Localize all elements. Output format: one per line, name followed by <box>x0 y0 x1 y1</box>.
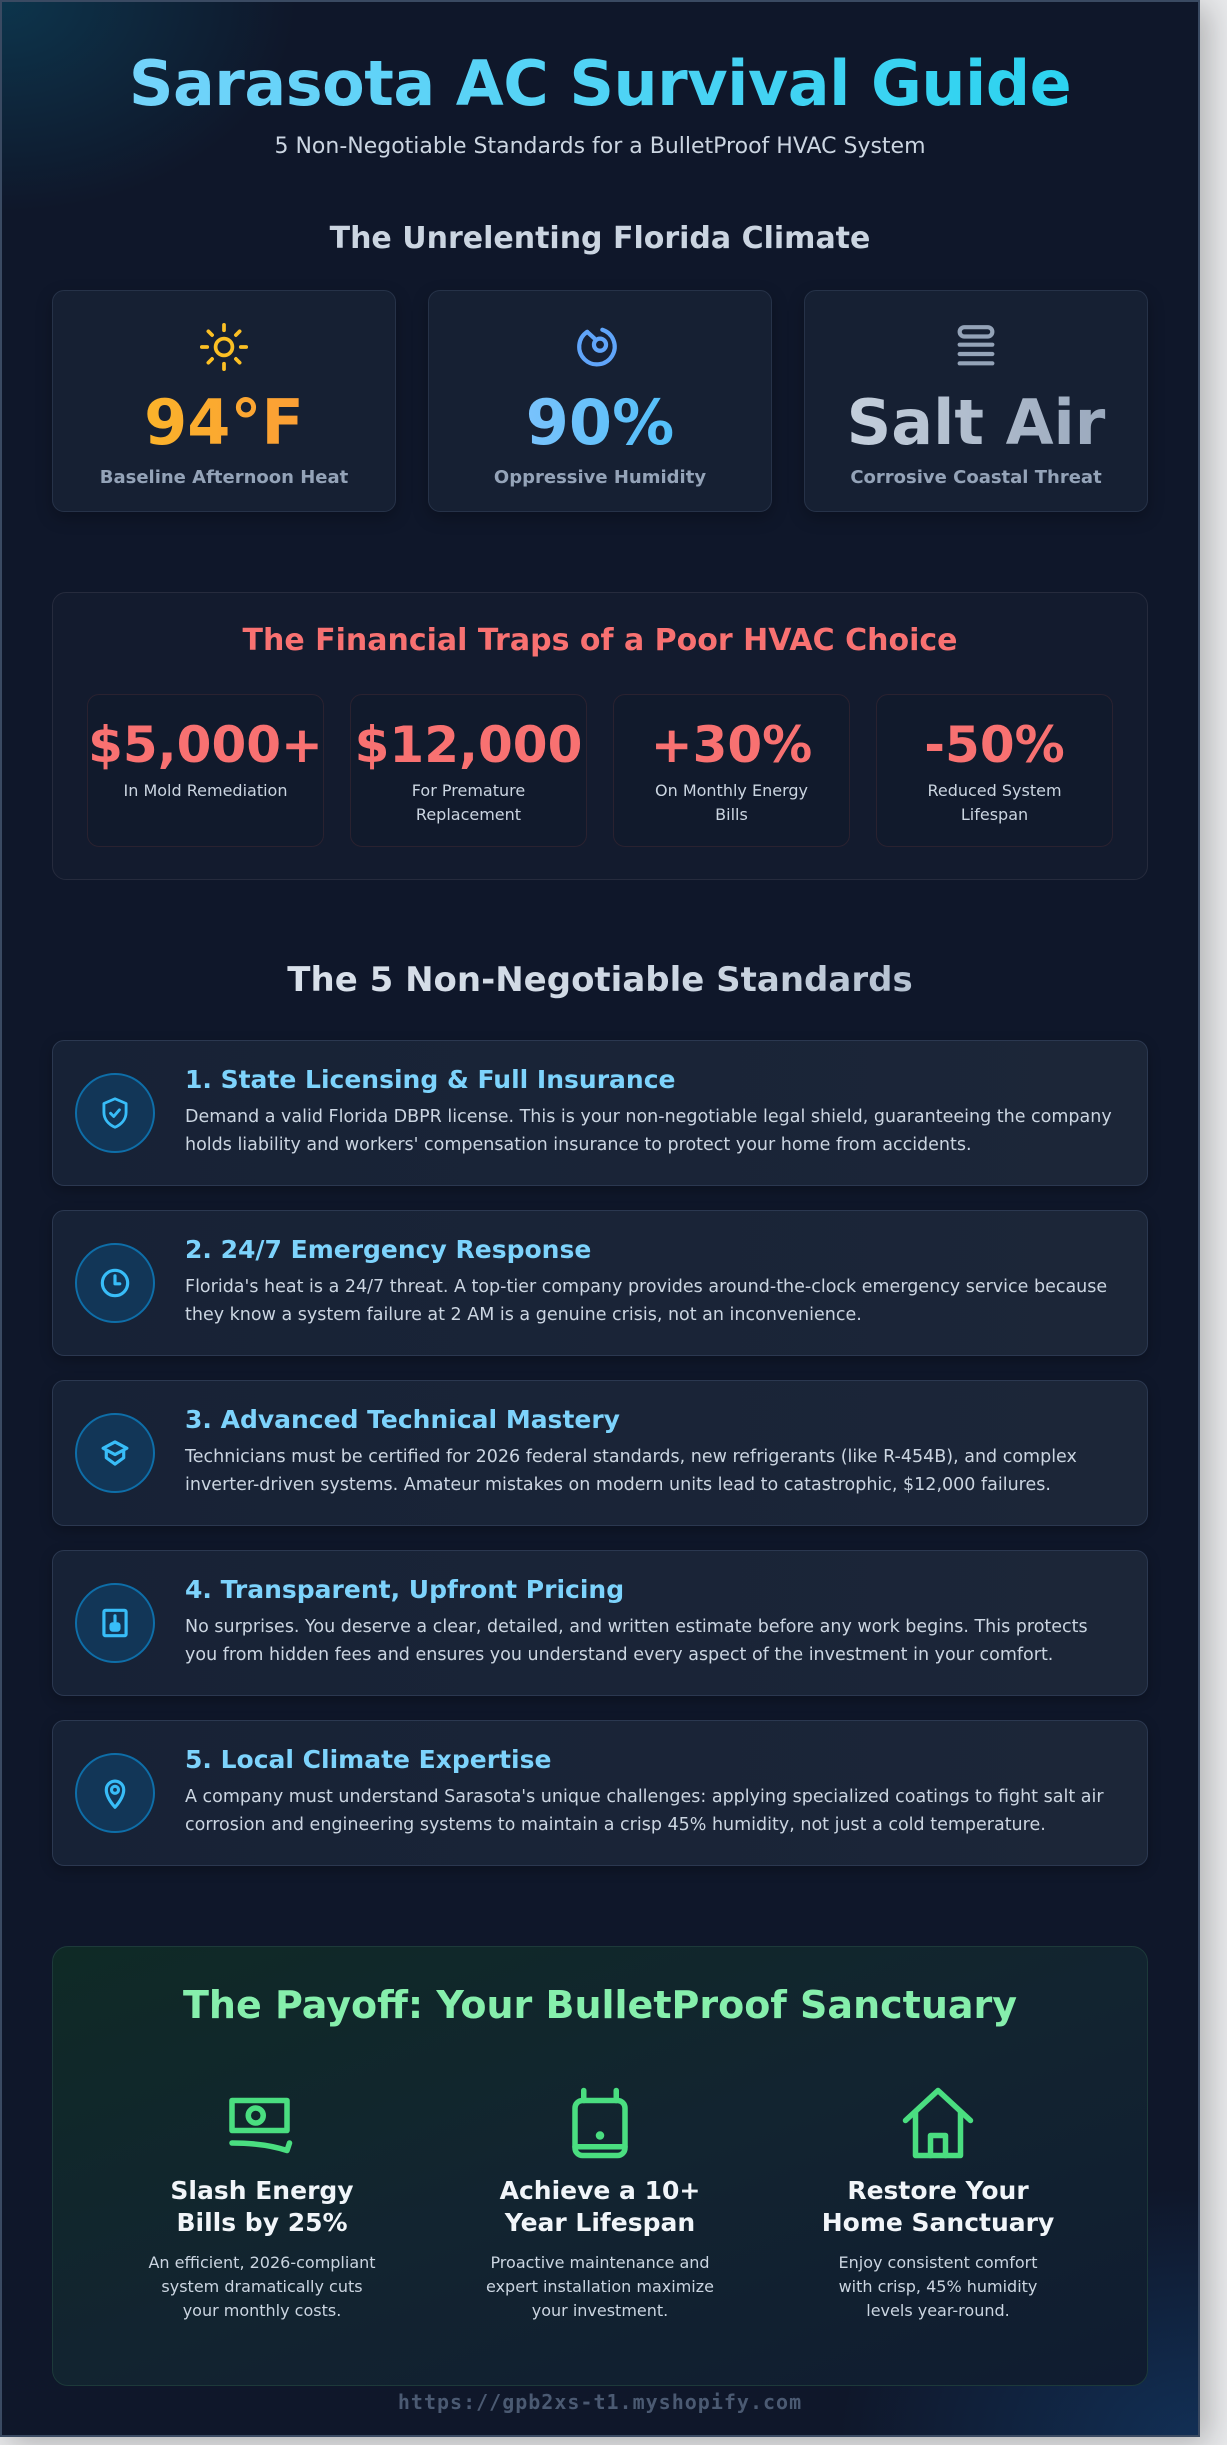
standard-title: 1. State Licensing & Full Insurance <box>185 1065 676 1094</box>
standard-item-licensing <box>52 1040 1148 1186</box>
climate-card-humidity <box>428 290 772 512</box>
standard-item-emergency <box>52 1210 1148 1356</box>
payoff-heading: Restore Your Home Sanctuary <box>821 2176 1055 2237</box>
humidity-label: Oppressive Humidity <box>493 467 707 488</box>
standard-description: Demand a valid Florida DBPR license. This is your non-negotiable legal shield, guaranteeing the company holds liability and workers' compensation insurance to protect your home from accidents. <box>185 1107 1112 1155</box>
trap-card-mold <box>87 694 324 847</box>
payoff-description: An efficient, 2026-compliant system dramatically cuts your monthly costs. <box>148 2253 376 2320</box>
standard-icon-badge <box>75 1073 155 1153</box>
heat-label: Baseline Afternoon Heat <box>99 467 349 488</box>
financial-traps-section <box>52 592 1148 880</box>
page-header <box>2 2 1198 159</box>
standard-icon-badge <box>75 1243 155 1323</box>
payoff-heading: Slash Energy Bills by 25% <box>170 2176 354 2237</box>
payoff-description: Enjoy consistent comfort with crisp, 45% humidity levels year-round. <box>838 2253 1038 2320</box>
trap-card-lifespan <box>876 694 1113 847</box>
climate-section <box>2 221 1198 512</box>
footer-url[interactable]: https://gpb2xs-t1.myshopify.com <box>397 2390 803 2414</box>
standard-description: Technicians must be certified for 2026 federal standards, new refrigerants (like R-454B), and complex inverter-driven systems. Amateur mistakes on modern units lead to catastrophic, $12,000 failures. <box>185 1447 1077 1495</box>
salt-air-label: Corrosive Coastal Threat <box>850 467 1102 488</box>
climate-section-title: The Unrelenting Florida Climate <box>329 221 871 256</box>
calendar-icon <box>560 2085 640 2161</box>
sun-icon <box>196 319 252 375</box>
trap-card-replacement <box>350 694 587 847</box>
standard-icon-badge <box>75 1413 155 1493</box>
standards-section <box>2 960 1198 1866</box>
home-icon <box>898 2085 978 2161</box>
clock-icon <box>96 1264 134 1302</box>
payoff-item-sanctuary <box>769 2085 1107 2323</box>
trap-value: $12,000 <box>354 716 583 774</box>
payoff-heading: Achieve a 10+ Year Lifespan <box>499 2176 701 2237</box>
map-pin-icon <box>96 1774 134 1812</box>
trap-value: +30% <box>650 716 813 774</box>
heat-value: 94°F <box>53 387 395 459</box>
calculator-icon <box>96 1604 134 1642</box>
shield-check-icon <box>96 1094 134 1132</box>
standard-icon-badge <box>75 1583 155 1663</box>
financial-traps-cards <box>87 694 1113 847</box>
standard-title: 5. Local Climate Expertise <box>185 1745 552 1774</box>
wind-lines-icon <box>948 319 1004 375</box>
humidity-swirl-icon <box>572 319 628 375</box>
trap-label: For Premature Replacement <box>411 781 526 824</box>
graduation-cap-icon <box>96 1434 134 1472</box>
standard-title: 2. 24/7 Emergency Response <box>185 1235 592 1264</box>
payoff-item-energy <box>93 2085 431 2323</box>
financial-traps-title: The Financial Traps of a Poor HVAC Choice <box>242 623 958 658</box>
cash-icon <box>222 2085 302 2161</box>
climate-cards <box>52 290 1148 512</box>
trap-label: On Monthly Energy Bills <box>655 781 808 824</box>
salt-air-value: Salt Air <box>805 387 1147 459</box>
standard-title: 4. Transparent, Upfront Pricing <box>185 1575 625 1604</box>
standard-description: Florida's heat is a 24/7 threat. A top-tier company provides around-the-clock emergency service because they know a system failure at 2 AM is a genuine crisis, not an inconvenience. <box>185 1277 1108 1325</box>
payoff-items <box>93 2085 1107 2323</box>
standard-title: 3. Advanced Technical Mastery <box>185 1405 620 1434</box>
trap-value: $5,000+ <box>88 716 323 774</box>
standard-item-pricing <box>52 1550 1148 1696</box>
page-title: Sarasota AC Survival Guide <box>2 46 1198 122</box>
standard-item-local <box>52 1720 1148 1866</box>
trap-label: In Mold Remediation <box>123 781 288 800</box>
standard-item-technical <box>52 1380 1148 1526</box>
payoff-item-lifespan <box>431 2085 769 2323</box>
standard-icon-badge <box>75 1753 155 1833</box>
payoff-description: Proactive maintenance and expert installation maximize your investment. <box>486 2253 714 2320</box>
trap-label: Reduced System Lifespan <box>927 781 1062 824</box>
trap-value: -50% <box>924 716 1065 774</box>
payoff-title: The Payoff: Your BulletProof Sanctuary <box>182 1983 1018 2027</box>
climate-card-salt-air <box>804 290 1148 512</box>
standard-description: No surprises. You deserve a clear, detailed, and written estimate before any work begins. This protects you from hidden fees and ensures you understand every aspect of the investment in your comfort. <box>185 1617 1088 1665</box>
payoff-section <box>52 1946 1148 2386</box>
standards-list <box>52 1040 1148 1866</box>
humidity-value: 90% <box>429 387 771 459</box>
page-subtitle: 5 Non-Negotiable Standards for a BulletProof HVAC System <box>274 134 926 159</box>
trap-card-energy <box>613 694 850 847</box>
climate-card-heat <box>52 290 396 512</box>
standards-title: The 5 Non-Negotiable Standards <box>2 960 1198 1000</box>
standard-description: A company must understand Sarasota's unique challenges: applying specialized coatings to fight salt air corrosion and engineering systems to maintain a crisp 45% humidity, not just a cold temperature. <box>185 1787 1104 1835</box>
